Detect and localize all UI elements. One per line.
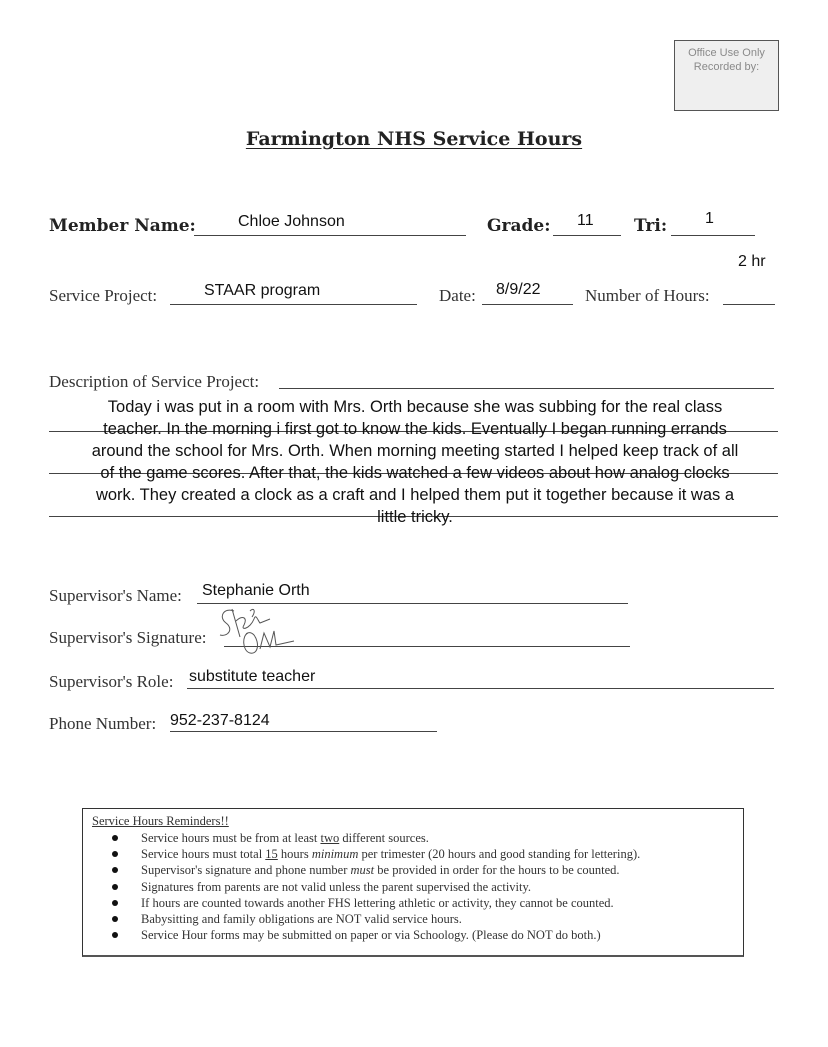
reminder-text: Service hours must be from at least — [141, 831, 321, 845]
member-name-label: Member Name: — [49, 216, 196, 236]
office-use-label: Office Use Only — [688, 47, 765, 59]
reminder-text: Service hours must total — [141, 847, 266, 862]
supervisor-role-label: Supervisor's Role: — [49, 672, 174, 691]
title-text: Farmington NHS Service Hours — [245, 128, 583, 150]
bullet-icon — [112, 900, 118, 906]
description-text-line: little tricky. — [377, 508, 453, 526]
reminder-item — [92, 830, 743, 846]
reminder-item — [92, 862, 743, 878]
reminder-text: different sources. — [339, 831, 429, 845]
supervisor-signature-label: Supervisor's Signature: — [49, 628, 207, 647]
reminder-text: Supervisor's signature and phone number — [141, 863, 351, 878]
number-of-hours-label: Number of Hours: — [585, 286, 710, 305]
description-line-1 — [279, 372, 774, 389]
description-field[interactable] — [50, 396, 780, 528]
supervisor-name-value: Stephanie Orth — [202, 582, 310, 599]
description-text-line: teacher. In the morning i first got to know the kids. Eventually I began running errands — [103, 420, 727, 438]
reminder-text: be provided in order for the hours to be counted. — [374, 863, 620, 878]
service-project-value: STAAR program — [204, 282, 321, 299]
bullet-icon — [112, 884, 118, 890]
bullet-icon — [112, 932, 118, 938]
reminder-item — [92, 895, 743, 911]
reminder-emphasis: two — [320, 831, 340, 845]
description-text-line: around the school for Mrs. Orth. When morning meeting started I helped keep track of all — [91, 442, 739, 460]
supervisor-name-label: Supervisor's Name: — [49, 586, 182, 605]
description-label: Description of Service Project: — [49, 372, 260, 391]
reminder-emphasis: 15 — [265, 847, 278, 862]
reminder-text: per trimester (20 hours and good standing for lettering). — [358, 847, 641, 862]
reminder-emphasis: must — [350, 863, 375, 878]
reminder-item — [92, 911, 743, 927]
phone-number-value: 952-237-8124 — [170, 712, 270, 729]
bullet-icon — [112, 835, 118, 841]
description-text-line: work. They created a clock as a craft and I helped them put it together because it was a — [95, 486, 735, 504]
description-text-line: of the game scores. After that, the kids watched a few videos about how analog clocks — [100, 464, 730, 482]
tri-label: Tri: — [634, 216, 668, 236]
bullet-icon — [112, 916, 118, 922]
bullet-icon — [112, 851, 118, 857]
description-text-line: Today i was put in a room with Mrs. Orth because she was subbing for the real class — [107, 398, 723, 416]
reminders-list — [92, 830, 743, 943]
reminders-box — [82, 808, 744, 957]
date-label: Date: — [439, 286, 476, 305]
member-name-value: Chloe Johnson — [238, 213, 345, 230]
bullet-icon — [112, 867, 118, 873]
reminder-text: Babysitting and family obligations are NOT valid service hours. — [141, 911, 462, 926]
reminder-text: hours — [277, 847, 312, 862]
signature-scribble-icon — [212, 603, 302, 658]
service-project-label: Service Project: — [49, 286, 158, 305]
phone-number-label: Phone Number: — [49, 714, 157, 733]
grade-label: Grade: — [487, 216, 551, 236]
date-value: 8/9/22 — [496, 281, 541, 298]
office-use-box — [674, 40, 779, 111]
reminder-item — [92, 879, 743, 895]
reminder-text: Service Hour forms may be submitted on paper or via Schoology. (Please do NOT do both.) — [141, 928, 601, 943]
reminder-item — [92, 846, 743, 862]
number-of-hours-field[interactable] — [723, 285, 775, 305]
reminder-text: Signatures from parents are not valid unless the parent supervised the activity. — [141, 879, 532, 894]
grade-value: 11 — [577, 212, 594, 229]
page-title — [0, 128, 828, 150]
number-of-hours-value: 2 hr — [738, 253, 766, 270]
recorded-by-label: Recorded by: — [693, 61, 760, 73]
tri-value: 1 — [705, 210, 714, 227]
reminder-text: If hours are counted towards another FHS lettering athletic or activity, they cannot be counted. — [141, 895, 614, 910]
supervisor-role-value: substitute teacher — [189, 668, 316, 685]
reminder-item — [92, 927, 743, 943]
reminder-emphasis: minimum — [311, 847, 359, 862]
reminders-title: Service Hours Reminders!! — [92, 814, 229, 828]
